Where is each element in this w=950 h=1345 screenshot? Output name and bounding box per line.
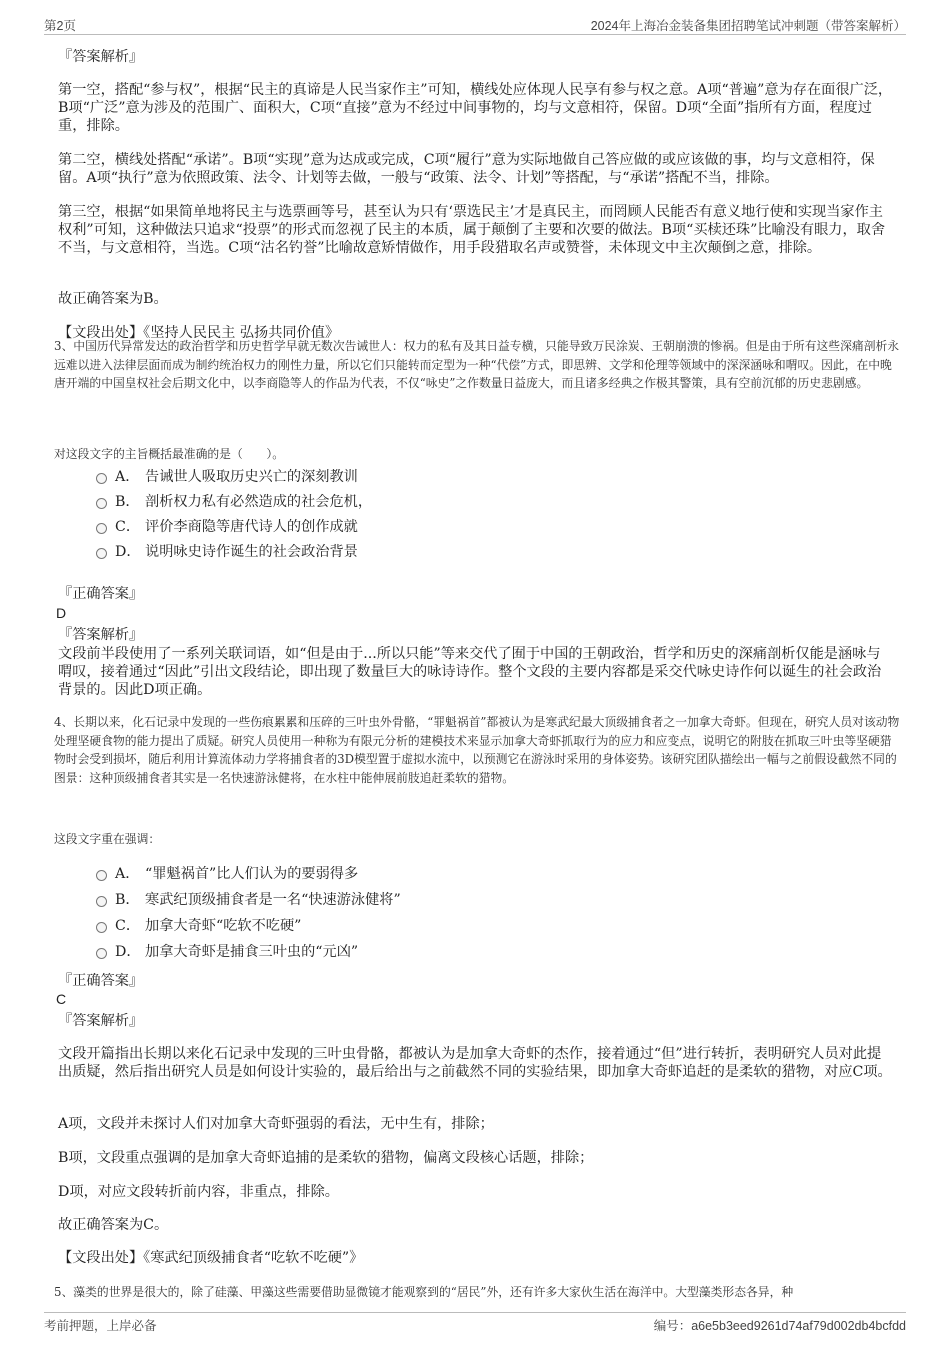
source-citation: 【文段出处】《寒武纪顶级捕食者“吃软不吃硬”》 <box>58 1250 364 1266</box>
correct-answer-label: 『正确答案』 <box>58 973 144 989</box>
analysis-point: D项，对应文段转折前内容，非重点，排除。 <box>58 1184 339 1200</box>
question-stem: 3、中国历代异常发达的政治哲学和历史哲学早就无数次告诫世人：权力的私有及其日益专横，只能导致万民涂炭、王朝崩溃的惨祸。但是由于所有这些深痛剖析永远难以进入法律层面而成为制约统治权力的刚性力量，所以它们只能转而定型为一种“代偿”方式，即思辨、文学和伦理等领域中的深深涵咏和喟叹。因此，在中晚唐开端的中国皇权社会后期文化中，以李商隐等人的作品为代表，不仅“咏史”之作数量日益庞大，而且诸多经典之作极其警策，具有空前沉郁的历史悲剧感。 <box>54 339 900 390</box>
option-letter: C． <box>115 519 141 535</box>
correct-answer-label: 『正确答案』 <box>58 586 144 602</box>
radio-button[interactable] <box>96 548 107 559</box>
option-b[interactable] <box>96 492 372 512</box>
option-text: “罪魁祸首”比人们认为的要弱得多 <box>145 866 359 882</box>
analysis-paragraph: 第三空，根据“如果简单地将民主与选票画等号，甚至认为只有‘票选民主’才是真民主，而罔顾人民能否有意义地行使和实现当家作主权利”可知，这种做法只追求“投票”的形式而忽视了民主的本质，属于颠倒了主要和次要的做法。B项“买椟还珠”比喻没有眼力，取舍不当，与文意相符，当选。C项“沽名钓誉”比喻故意矫情做作，用手段猎取名声或赞誉，未体现文中主次颠倒之意，排除。 <box>58 204 886 256</box>
page-number: 第2页 <box>44 19 76 33</box>
analysis-paragraph: 第二空，横线处搭配“承诺”。B项“实现”意为达成或完成，C项“履行”意为实际地做自己答应做的或应该做的事，均与文意相符，保留。A项“执行”意为依照政策、法令、计划等去做，一般与“政策、法令、计划”等搭配，与“承诺”搭配不当，排除。 <box>58 152 875 186</box>
radio-button[interactable] <box>96 473 107 484</box>
conclusion-text: 故正确答案为B。 <box>58 291 168 307</box>
option-letter: A． <box>115 866 140 882</box>
page-footer <box>44 1312 906 1335</box>
option-a[interactable] <box>96 864 358 884</box>
radio-button[interactable] <box>96 870 107 881</box>
option-letter: C． <box>115 918 141 934</box>
question-prompt: 这段文字重在强调： <box>54 832 161 846</box>
question-prompt: 对这段文字的主旨概括最准确的是（ ）。 <box>54 447 285 461</box>
radio-button[interactable] <box>96 498 107 509</box>
option-a[interactable] <box>96 467 358 487</box>
option-letter: B． <box>115 892 140 908</box>
analysis-point: B项，文段重点强调的是加拿大奇虾追捕的是柔软的猎物，偏离文段核心话题，排除； <box>58 1150 594 1166</box>
analysis-paragraph: 文段前半段使用了一系列关联词语，如“但是由于...所以只能”等来交代了囿于中国的王朝政治，哲学和历史的深痛剖析仅能是涵咏与喟叹，接着通过“因此”引出文段结论，即出现了数量巨大的咏诗诗作。整个文段的主要内容都是采交代咏史诗作何以诞生的社会政治背景的。因此D项正确。 <box>58 646 882 698</box>
correct-answer: D <box>56 605 67 621</box>
option-letter: D． <box>115 544 141 560</box>
option-c[interactable] <box>96 916 301 936</box>
analysis-point: A项，文段并未探讨人们对加拿大奇虾强弱的看法，无中生有，排除； <box>58 1116 494 1132</box>
option-text: 寒武纪顶级捕食者是一名“快速游泳健将” <box>145 892 401 908</box>
document-code: 编号：a6e5b3eed9261d74af79d002db4bcfdd <box>653 1319 906 1333</box>
source-citation: 【文段出处】《坚持人民民主 弘扬共同价值》 <box>58 325 340 341</box>
option-letter: B． <box>115 494 140 510</box>
radio-button[interactable] <box>96 922 107 933</box>
option-d[interactable] <box>96 942 358 962</box>
question-stem: 5、藻类的世界是很大的，除了硅藻、甲藻这些需要借助显微镜才能观察到的“居民”外，还有许多大家伙生活在海洋中。大型藻类形态各异，种 <box>54 1285 794 1299</box>
document-title: 2024年上海冶金装备集团招聘笔试冲刺题（带答案解析） <box>590 19 906 33</box>
analysis-label: 『答案解析』 <box>58 49 144 65</box>
analysis-paragraph: 文段开篇指出长期以来化石记录中发现的三叶虫骨骼，都被认为是加拿大奇虾的杰作，接着通过“但”进行转折，表明研究人员对此提出质疑，然后指出研究人员是如何设计实验的，最后给出与之前截然不同的实验结果，即加拿大奇虾追赶的是柔软的猎物，对应C项。 <box>58 1046 892 1080</box>
analysis-label: 『答案解析』 <box>58 1013 144 1029</box>
question-stem: 4、长期以来，化石记录中发现的一些伤痕累累和压碎的三叶虫外骨骼，“罪魁祸首”都被认为是寒武纪最大顶级捕食者之一加拿大奇虾。但现在，研究人员对该动物处理坚硬食物的能力提出了质疑。研究人员使用一种称为有限元分析的建模技术来显示加拿大奇虾抓取行为的应力和应变点，说明它的附肢在抓取三叶虫等坚硬猎物时会受到损坏，随后利用计算流体动力学将捕食者的3D模型置于虚拟水流中，以预测它在游泳时采用的身体姿势。该研究团队描绘出一幅与之前假设截然不同的图景：这种顶级捕食者其实是一名快速游泳健将，在水柱中能伸展前肢追赶柔软的猎物。 <box>54 715 900 785</box>
option-text: 剖析权力私有必然造成的社会危机， <box>145 494 373 510</box>
correct-answer: C <box>56 991 67 1007</box>
analysis-label: 『答案解析』 <box>58 627 144 643</box>
footer-slogan: 考前押题，上岸必备 <box>44 1319 157 1333</box>
radio-button[interactable] <box>96 948 107 959</box>
option-text: 加拿大奇虾是捕食三叶虫的“元凶” <box>145 944 359 960</box>
analysis-paragraph: 第一空，搭配“参与权”，根据“民主的真谛是人民当家作主”可知，横线处应体现人民享有参与权之意。A项“普遍”意为存在面很广泛，B项“广泛”意为涉及的范围广、面积大，C项“直接”意为不经过中间事物的，均与文意相符，保留。D项“全面”指所有方面，程度过重，排除。 <box>58 82 893 134</box>
option-letter: D． <box>115 944 141 960</box>
page-header <box>44 14 906 35</box>
option-b[interactable] <box>96 890 401 910</box>
radio-button[interactable] <box>96 896 107 907</box>
option-text: 告诫世人吸取历史兴亡的深刻教训 <box>145 469 358 485</box>
option-c[interactable] <box>96 517 358 537</box>
option-text: 说明咏史诗作诞生的社会政治背景 <box>145 544 358 560</box>
option-letter: A． <box>115 469 140 485</box>
option-d[interactable] <box>96 542 358 562</box>
option-text: 评价李商隐等唐代诗人的创作成就 <box>145 519 358 535</box>
radio-button[interactable] <box>96 523 107 534</box>
option-text: 加拿大奇虾“吃软不吃硬” <box>145 918 302 934</box>
conclusion-text: 故正确答案为C。 <box>58 1217 169 1233</box>
